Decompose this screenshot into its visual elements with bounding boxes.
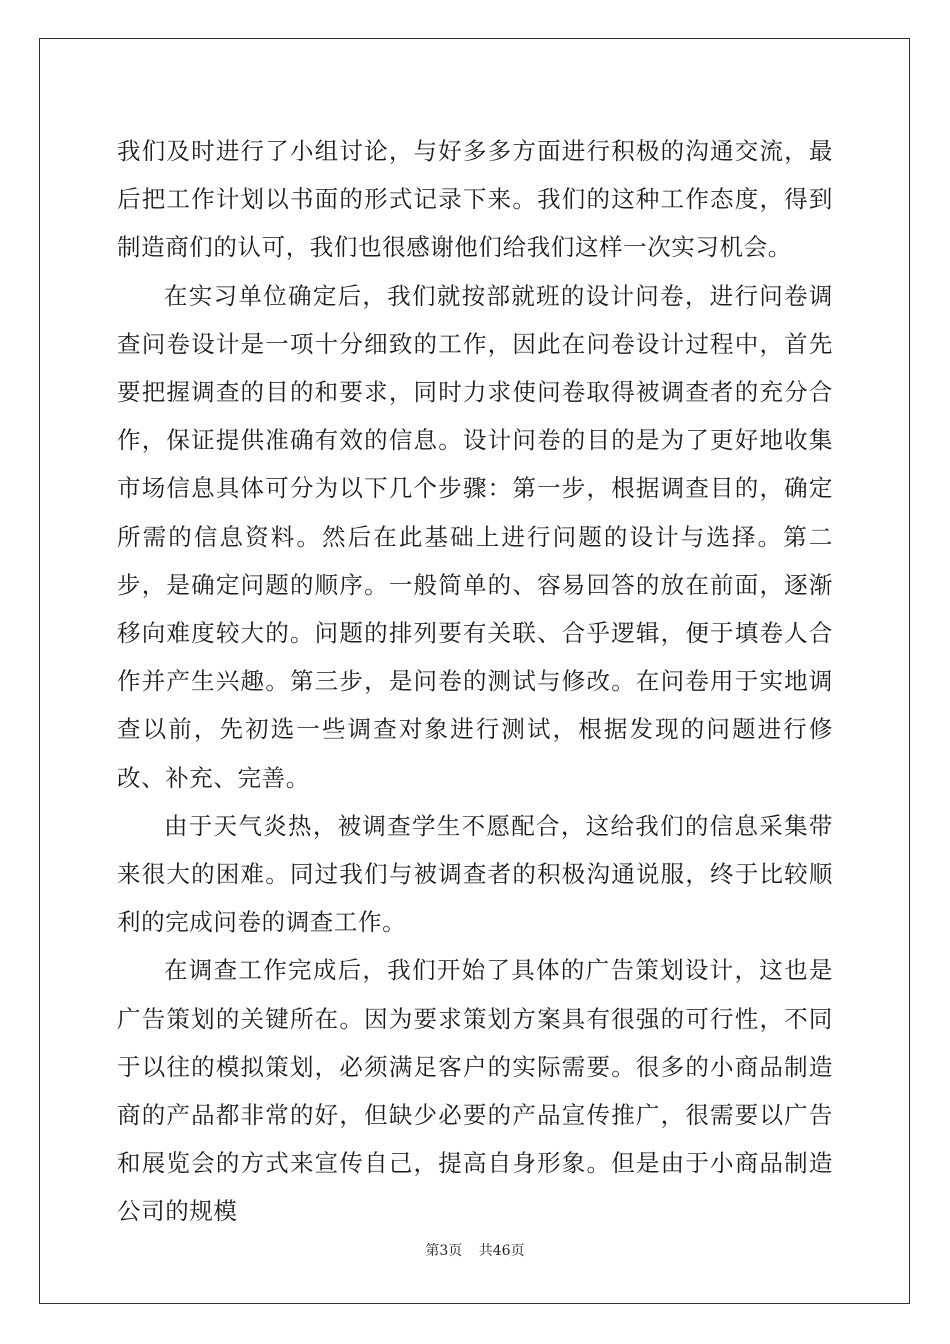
- page-footer: [0, 1240, 950, 1260]
- paragraph-3: 由于天气炎热，被调查学生不愿配合，这给我们的信息采集带来很大的困难。同过我们与被调查者的积极沟通说服，终于比较顺利的完成问卷的调查工作。: [117, 811, 833, 937]
- paragraph-4: 在调查工作完成后，我们开始了具体的广告策划设计，这也是广告策划的关键所在。因为要求策划方案具有很强的可行性，不同于以往的模拟策划，必须满足客户的实际需要。很多的小商品制造商的产品都非常的好，但缺少必要的产品宣传推广，很需要以广告和展览会的方式来宣传自己，提高自身形象。但是由于小商品制造公司的规模: [117, 956, 833, 1226]
- document-body: [117, 127, 833, 1236]
- page-number: 第3页: [425, 1243, 463, 1259]
- page-total: 共46页: [478, 1243, 525, 1259]
- paragraph-1: 我们及时进行了小组讨论，与好多多方面进行积极的沟通交流，最后把工作计划以书面的形式记录下来。我们的这种工作态度，得到制造商们的认可，我们也很感谢他们给我们这样一次实习机会。: [117, 137, 833, 262]
- paragraph-2: 在实习单位确定后，我们就按部就班的设计问卷，进行问卷调查问卷设计是一项十分细致的工作，因此在问卷设计过程中，首先要把握调查的目的和要求，同时力求使问卷取得被调查者的充分合作，保证提供准确有效的信息。设计问卷的目的是为了更好地收集市场信息具体可分为以下几个步骤：第一步，根据调查目的，确定所需的信息资料。然后在此基础上进行问题的设计与选择。第二步，是确定问题的顺序。一般简单的、容易回答的放在前面，逐渐移向难度较大的。问题的排列要有关联、合乎逻辑，便于填卷人合作并产生兴趣。第三步，是问卷的测试与修改。在问卷用于实地调查以前，先初选一些调查对象进行测试，根据发现的问题进行修改、补充、完善。: [117, 281, 833, 792]
